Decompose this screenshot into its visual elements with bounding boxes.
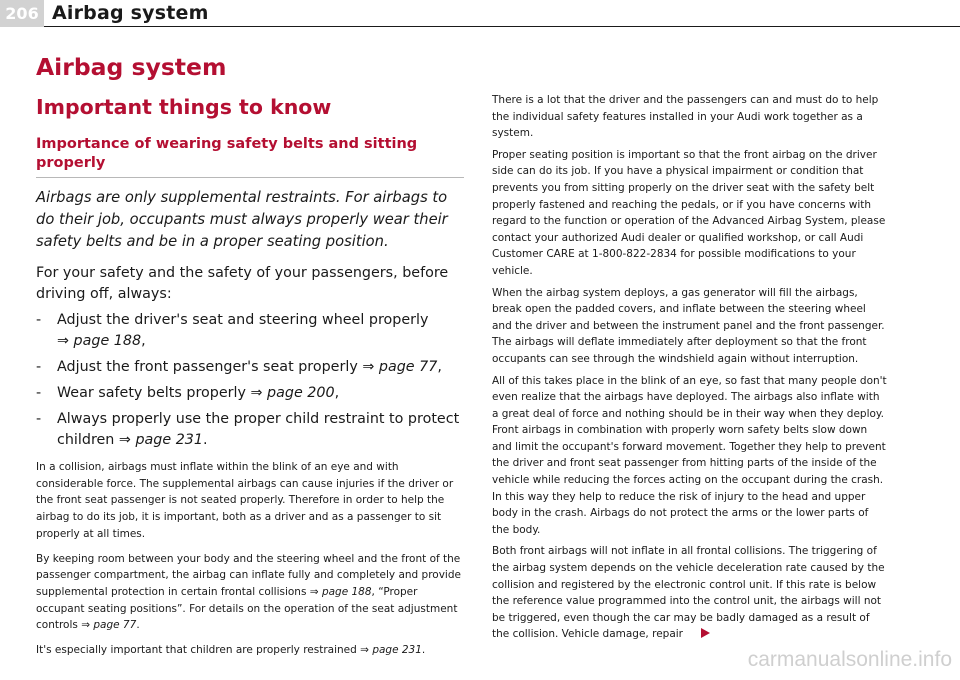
body-paragraph: All of this takes place in the blink of an eye, so fast that many people don't even realize that the airbags have deployed. The airbags also inflate with a great deal of force and nothing should be in their way when they deploy. Front airbags in combination with properly worn safety belts slow down and limit the occupant's forward movement. Together they help to prevent the driver and front seat passenger from hitting parts of the inside of the vehicle while reducing the forces acting on the occupant during the crash. In this way they help to reduce the risk of injury to the head and upper body in the crash. Airbags do not protect the arms or the lower parts of the body. xyxy=(492,374,887,536)
list-item: - Adjust the driver's seat and steering wheel properly ⇒ page 188, xyxy=(36,312,429,349)
page-reference-link[interactable]: ⇒ page 231 xyxy=(118,432,203,448)
page-reference-link[interactable]: ⇒ page 77 xyxy=(81,619,137,632)
page-reference-link[interactable]: ⇒ page 188 xyxy=(57,333,142,349)
subsubsection-title: Importance of wearing safety belts and sitting properly xyxy=(36,135,464,178)
header-rule xyxy=(44,26,960,27)
continued-arrow-icon xyxy=(701,628,710,638)
intro-paragraph: For your safety and the safety of your passengers, before driving off, always: xyxy=(36,265,449,302)
running-header: Airbag system xyxy=(52,2,209,24)
page-reference-link[interactable]: ⇒ page 200 xyxy=(250,385,335,401)
section-title: Airbag system xyxy=(36,53,227,81)
page-reference-link[interactable]: ⇒ page 188 xyxy=(309,585,372,598)
left-column xyxy=(36,52,464,659)
body-paragraph: There is a lot that the driver and the passengers can and must do to help the individual safety features installed in your Audi work together as a system. xyxy=(492,94,879,140)
body-paragraph: When the airbag system deploys, a gas generator will fill the airbags, break open the padded covers, and inflate between the steering wheel and the driver and between the instrument panel and the front passenger. The airbags will deflate immediately after deployment so that the front occupants can see through the windshield again without interruption. xyxy=(492,286,885,365)
body-paragraph: Both front airbags will not inflate in all frontal collisions. The triggering of the airbag system depends on the vehicle deceleration rate caused by the collision and registered by the electronic control unit. If this rate is below the reference value programmed into the control unit, the airbags will not be triggered, even though the car may be badly damaged as a result of the collision. Vehicle damage, repair xyxy=(492,545,885,641)
body-paragraph: In a collision, airbags must inflate within the blink of an eye and with considerable force. The supplemental airbags can cause injuries if the driver or the front seat passenger is not seated properly. Therefore in order to help the airbag to do its job, it is important, both as a driver and as a passenger to sit properly at all times. xyxy=(36,461,454,540)
subsection-title: Important things to know xyxy=(36,95,332,119)
watermark: carmanualsonline.info xyxy=(747,648,952,671)
right-column xyxy=(492,92,887,648)
checklist xyxy=(36,310,464,451)
page-number: 206 xyxy=(0,0,44,27)
list-item: - Adjust the front passenger's seat properly ⇒ page 77, xyxy=(36,359,442,375)
body-paragraph: Proper seating position is important so that the front airbag on the driver side can do its job. If you have a physical impairment or condition that prevents you from sitting properly on the driver seat with the safety belt properly fastened and reaching the pedals, or if you have concerns with regard to the function or operation of the Advanced Airbag System, please contact your authorized Audi dealer or qualified workshop, or call Audi Customer CARE at 1-800-822-2834 for possible modifications to your vehicle. xyxy=(492,148,886,277)
body-paragraph: By keeping room between your body and the steering wheel and the front of the passenger compartment, the airbag can inflate fully and completely and provide supplemental protection in certain frontal collisions ⇒ page 188, “Proper occupant seating positions”. For details on the operation of the seat adjustment controls ⇒ page 77. xyxy=(36,552,461,632)
list-item: - Wear safety belts properly ⇒ page 200, xyxy=(36,385,340,401)
page-reference-link[interactable]: ⇒ page 77 xyxy=(362,359,438,375)
page-reference-link[interactable]: ⇒ page 231 xyxy=(360,644,422,657)
body-paragraph: It's especially important that children are properly restrained ⇒ page 231. xyxy=(36,644,426,657)
list-item: - Always properly use the proper child restraint to protect children ⇒ page 231. xyxy=(36,411,460,448)
lead-paragraph: Airbags are only supplemental restraints. For airbags to do their job, occupants must always properly wear their safety belts and be in a proper seating position. xyxy=(36,189,448,250)
